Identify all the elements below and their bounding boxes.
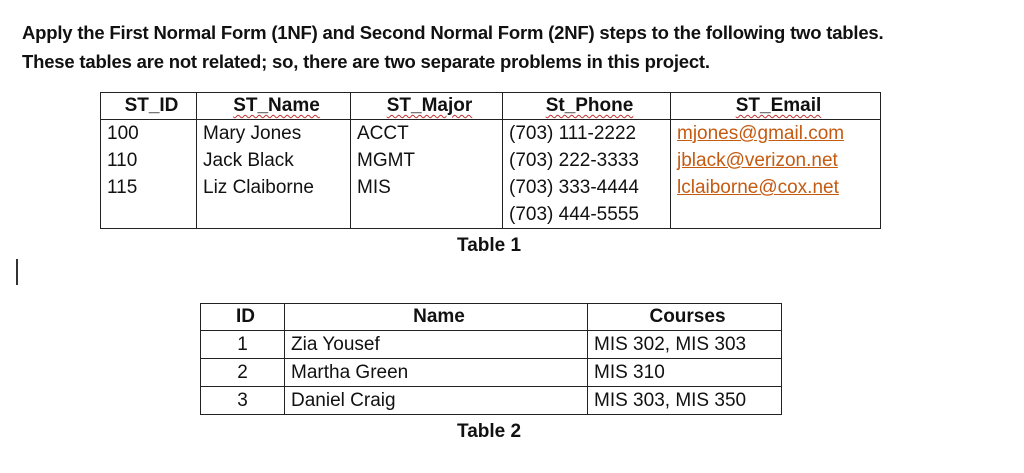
cell-id: 2 — [201, 359, 285, 387]
table-2-caption: Table 2 — [457, 421, 522, 442]
email-link[interactable]: lclaiborne@cox.net — [677, 177, 839, 198]
table-2-header-row — [201, 304, 782, 331]
phone-line: (703) 444-5555 — [509, 204, 639, 225]
header-st-email — [671, 93, 881, 120]
header-st-major — [351, 93, 503, 120]
cell-st-name: Jack Black — [197, 147, 351, 174]
header-st-phone-label: St_Phone — [545, 95, 634, 116]
header-st-name — [197, 93, 351, 120]
cell-st-phone — [503, 174, 671, 229]
table-row — [201, 331, 782, 359]
cell-st-id: 115 — [101, 174, 197, 229]
cell-st-major: MGMT — [351, 147, 503, 174]
header-courses: Courses — [588, 304, 782, 331]
cell-id: 3 — [201, 387, 285, 415]
table-2 — [200, 303, 782, 415]
cell-st-email — [671, 174, 881, 229]
cell-st-major: ACCT — [351, 120, 503, 148]
cell-name: Martha Green — [285, 359, 588, 387]
table-1 — [100, 92, 881, 229]
header-st-name-label: ST_Name — [233, 95, 320, 116]
cell-st-email — [671, 147, 881, 174]
email-link[interactable]: mjones@gmail.com — [677, 123, 845, 144]
header-st-major-label: ST_Major — [386, 95, 473, 116]
phone-line: (703) 333-4444 — [509, 177, 639, 198]
cell-st-name: Mary Jones — [197, 120, 351, 148]
text-cursor — [16, 259, 18, 285]
cell-courses: MIS 302, MIS 303 — [588, 331, 782, 359]
cell-st-major: MIS — [351, 174, 503, 229]
cell-id: 1 — [201, 331, 285, 359]
table-row — [101, 120, 881, 148]
cell-st-phone: (703) 111-2222 — [503, 120, 671, 148]
cell-courses: MIS 303, MIS 350 — [588, 387, 782, 415]
table-1-caption: Table 1 — [457, 235, 522, 256]
header-name: Name — [285, 304, 588, 331]
cell-st-email — [671, 120, 881, 148]
header-id: ID — [201, 304, 285, 331]
instructions — [22, 18, 1012, 76]
cell-st-id: 110 — [101, 147, 197, 174]
header-st-phone — [503, 93, 671, 120]
table-row — [201, 387, 782, 415]
instructions-line-2: These tables are not related; so, there are two separate problems in this project. — [22, 51, 710, 72]
cell-st-id: 100 — [101, 120, 197, 148]
cell-name: Daniel Craig — [285, 387, 588, 415]
instructions-line-1: Apply the First Normal Form (1NF) and Second Normal Form (2NF) steps to the following two tables. — [22, 22, 884, 43]
cell-courses: MIS 310 — [588, 359, 782, 387]
cell-name: Zia Yousef — [285, 331, 588, 359]
header-st-id: ST_ID — [101, 93, 197, 120]
header-st-email-label: ST_Email — [735, 95, 822, 116]
table-row — [101, 174, 881, 229]
email-link[interactable]: jblack@verizon.net — [677, 150, 838, 171]
cell-st-name: Liz Claiborne — [197, 174, 351, 229]
table-row — [101, 147, 881, 174]
table-1-header-row — [101, 93, 881, 120]
table-row — [201, 359, 782, 387]
cell-st-phone: (703) 222-3333 — [503, 147, 671, 174]
